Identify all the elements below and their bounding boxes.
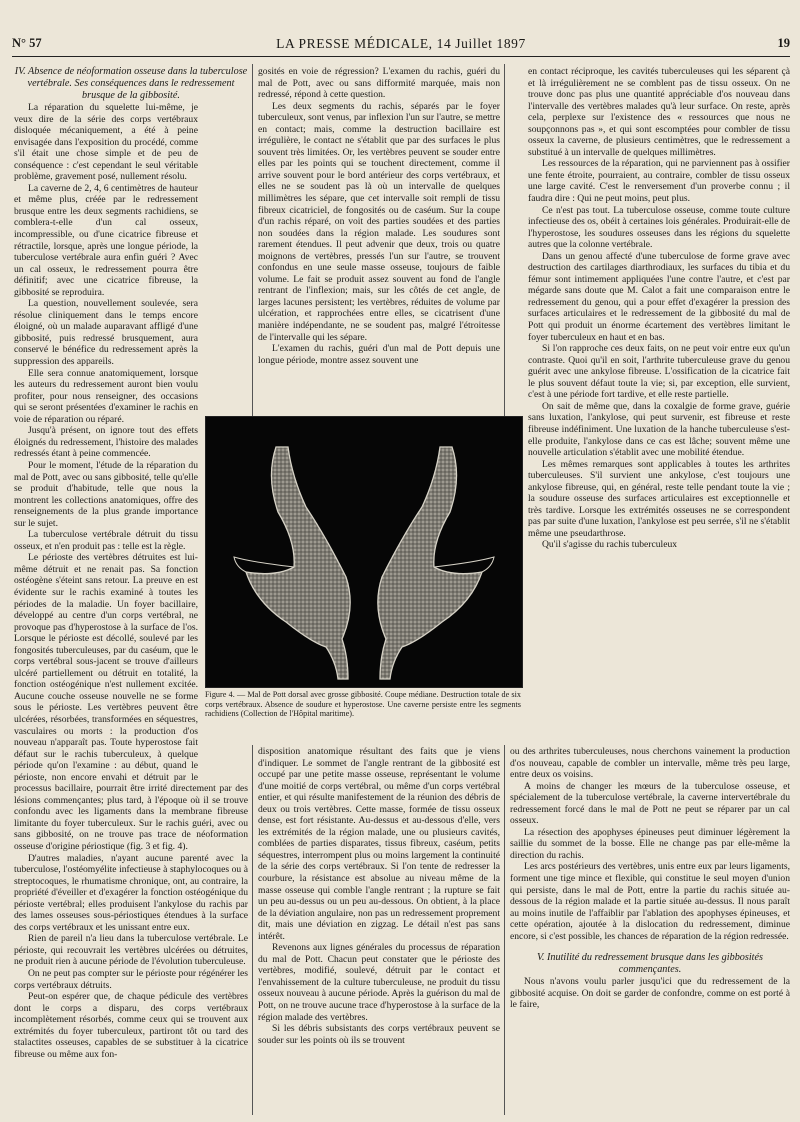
column-rule xyxy=(504,745,505,1115)
spine-illustration xyxy=(206,417,522,687)
section-heading: V. Inutilité du redressement brusque dans les gibbosités commençantes. xyxy=(537,952,763,976)
column-rule xyxy=(252,64,253,416)
paragraph: Si les débris subsistants des corps vertébraux peuvent se souder sur les points où ils se trouvent xyxy=(258,1023,500,1046)
paragraph: Dans un genou affecté d'une tuberculose de forme grave avec destruction des cartilages diarthrodiaux, les surfaces du tibia et du fémur sont intimement appliquées l'une contre l'autre, et c'est par mégarde sans doute que M. Calot a fait une comparaison entre le redressement du genou, qui a pour effet d'exagérer la pression des surfaces articulaires et le redressement de la gibbosité du mal de Pott qui produit un énorme écartement des vertèbres limitant le foyer tuberculeux en haut et en bas. xyxy=(528,250,790,343)
page-number: 19 xyxy=(777,36,790,50)
paragraph: en contact réciproque, les cavités tuberculeuses qui les séparent çà et là irrégulièrement ne se comblent pas de tissu osseux. On ne trouve donc pas plus une quantité appréciable d'os nouveau dans l'intervalle des vertèbres malades qu'à leur surface. On reste, après cela, perplexe sur l'existence des « ressources que nous ne soupçonnons pas », et qui sont escomptées pour combler de tissu osseux la caverne, de plusieurs centimètres, que le redressement a substitué à un intervalle de quelques millimètres. xyxy=(528,66,790,158)
column-3-top xyxy=(510,66,790,741)
paragraph: gosités en voie de régression? L'examen du rachis, guéri du mal de Pott, avec ou sans difformité marquée, mais non redressé, répond à cette question. xyxy=(258,66,500,101)
column-rule xyxy=(252,745,253,1115)
paragraph: Les arcs postérieurs des vertèbres, unis entre eux par leurs ligaments, forment une tige mince et flexible, qui constitue le seul moyen d'union qui persiste, dans le mal de Pott, entre la partie du rachis située au-dessous de la région malade et la partie située au-dessus. Il nous paraît au moins inutile de l'affaiblir par l'ablation des apophyses épineuses, et cette opération, ajoutée à la dislocation du redressement, diminue encore, si c'est possible, les chances de réparation de la région redressée. xyxy=(510,861,790,942)
paragraph: Si l'on rapproche ces deux faits, on ne peut voir entre eux qu'un contraste. Quoi qu'il en soit, l'arthrite tuberculeuse grave du genou guérit avec une ankylose fibreuse. L'ossification de la cicatrice fait le plus souvent défaut toute la vie; si, par exception, elle survient, c'est à une période fort tardive, et elle reste partielle. xyxy=(528,343,790,401)
paragraph: La question, nouvellement soulevée, sera résolue cliniquement dans le temps encore éloigné, où un malade auparavant affligé d'une gibbosité, puis redressé brusquement, aura conservé le bénéfice du redressement après la suppression des appareils. xyxy=(14,298,198,368)
paragraph: Pour le moment, l'étude de la réparation du mal de Pott, avec ou sans gibbosité, telle qu'elle se produit d'habitude, telle que nous la montrent les collections anatomiques, offre des renseignements de la plus grande importance sur le sujet. xyxy=(14,459,198,529)
figure-4 xyxy=(205,416,525,742)
section-heading: IV. Absence de néoformation osseuse dans la tuberculose vertébrale. Ses conséquences dans le redressement brusque de la gibbosité. xyxy=(14,66,248,101)
paragraph: disposition anatomique résultant des faits que je viens d'indiquer. Le sommet de l'angle rentrant de la gibbosité est occupé par une petite masse osseuse, représentant le volume d'une moitié de corps vertébral, ou même d'un corps vertébral entier, et qui résulte manifestement de la réunion des débris de deux ou trois vertèbres. Cette masse, formée de tissu osseux dense, est fort résistante. Au-dessus et au-dessous d'elle, vers les extrémités de la région malade, une ou plusieurs cavités, comblées de parties disparates, tissus fibreux, caséum, petits séquestres, interrompent plus ou moins largement la continuité de la série des corps vertébraux. Si l'on tente de redresser la courbure, la résistance est absolue au niveau même de la masse osseuse qui comble l'angle rentrant ; la rupture se fait un peu au-dessus ou un peu au-dessous. On obtient, à la place de la déviation angulaire, non pas un redressement proprement dit, mais une déviation en zigzag. Le détail n'est pas sans intérêt. xyxy=(258,746,500,942)
paragraph: Nous n'avons voulu parler jusqu'ici que du redressement de la gibbosité acquise. On doit se garder de confondre, comme on est porté à le faire, xyxy=(510,976,790,1011)
paragraph: ou des arthrites tuberculeuses, nous cherchons vainement la production d'os nouveau, capable de combler un intervalle, même très peu large, entre deux os voisins. xyxy=(510,746,790,781)
figure-caption: Figure 4. — Mal de Pott dorsal avec grosse gibbosité. Coupe médiane. Destruction totale de six corps vertébraux. Absence de soudure et hyperostose. Une caverne persiste entre les segments rachidiens (Collection de l'Hôpital maritime). xyxy=(205,690,521,719)
paragraph: Les deux segments du rachis, séparés par le foyer tuberculeux, sont venus, par inflexion l'un sur l'autre, se mettre en contact; mais, comme la destruction bacillaire est irrégulière, le contact ne s'établit que par des surfaces le plus souvent très limitées. Or, les vertèbres peuvent se souder entre elles par les points qui se touchent directement, comme il arrive souvent pour le bord antérieur des corps vertébraux, et elles ne se soudent pas là où un intervalle de quelques millimètres les sépare, que cet intervalle soit rempli de tissu fibreux cicatriciel, de fongosités ou de caséum. Sur la coupe d'un rachis réparé, on voit des parties soudées et des parties non soudées dans la région malade. Les soudures sont rarement étendues. Il peut advenir que deux, trois ou quatre moignons de vertèbres, pressés l'un sur l'autre, se trouvent confondus en une seule masse osseuse, toujours de faible volume. Le fait se produit assez souvent au fond de l'angle rentrant de l'inflexion; mais, sur les côtés de cet angle, de larges lacunes persistent; les vertèbres, réduites de volume par ulcération, et rapprochées entre elles, se cicatrisent d'une manière indépendante, ne se soudent pas, malgré l'étroitesse de l'intervalle qui les sépare. xyxy=(258,100,500,343)
paragraph: Jusqu'à présent, on ignore tout des effets éloignés du redressement, l'histoire des malades redressés étant à peine commencée. xyxy=(14,425,198,460)
paragraph: La caverne de 2, 4, 6 centimètres de hauteur et même plus, créée par le redressement brusque entre les deux segments rachidiens, se comblera-t-elle d'un cal osseux, incompressible, ou d'une cicatrice fibreuse et rétractile, lorsque, après une longue période, la tuberculose vertébrale aura enfin guéri ? Avec un cal osseux, le redressement pourra être définitif; avec une cicatrice fibreuse, la gibbosité se reproduira. xyxy=(14,182,198,298)
paragraph: Peut-on espérer que, de chaque pédicule des vertèbres dont le corps a disparu, des corps vertébraux incomplètement résorbés, comme ceux qui se trouvent aux extrémités du foyer tuberculeux, partiront tôt ou tard des stalactites osseuses, capables de se substituer à la cicatrice fibreuse ou même aux fon- xyxy=(14,991,248,1060)
paragraph: On ne peut pas compter sur le périoste pour régénérer les corps vertébraux détruits. xyxy=(14,968,248,991)
paragraph: Qu'il s'agisse du rachis tuberculeux xyxy=(542,539,678,551)
column-2-bottom xyxy=(258,746,500,1116)
paragraph: L'examen du rachis, guéri d'un mal de Pott depuis une longue période, montre assez souvent une xyxy=(258,343,500,366)
spine-section-photo xyxy=(205,416,523,688)
column-2-top xyxy=(258,66,500,412)
column-3-bottom xyxy=(510,746,790,1116)
paragraph: La tuberculose vertébrale détruit du tissu osseux, et n'en produit pas : telle est la règle. xyxy=(14,529,198,552)
paragraph: Les mêmes remarques sont applicables à toutes les arthrites tuberculeuses. S'il survient une ankylose, c'est toujours une ankylose fibreuse, qui, en général, reste telle pendant toute la vie ; la soudure osseuse des surfaces articulaires est exceptionnelle et très tardive. Lorsque les extrémités osseuses ne se correspondent pas par suite d'une luxation, l'ankylose est peu serrée, s'il ne s'établit même une pseudarthrose. xyxy=(528,458,790,539)
paragraph: On sait de même que, dans la coxalgie de forme grave, guérie sans luxation, l'ankylose, qui peut survenir, est fibreuse et reste fibreuse indéfiniment. Une luxation de la hanche tuberculeuse s'est-elle produite, l'ankylose dans ce cas est lâche; souvent même une nouvelle articulation s'établit avec une mobilité étendue. xyxy=(528,400,790,459)
issue-number: N° 57 xyxy=(12,36,42,50)
paragraph: D'autres maladies, n'ayant aucune parenté avec la tuberculose, l'ostéomyélite infectieuse à staphylocoques ou à streptocoques, le rhumatisme chronique, ont, au contraire, la propriété d'éveiller et d'exagérer la fonction ostéogénique du périoste vertébral; elles produisent l'ankylose du rachis par des lames osseuses sous-périostiques étendues à la surface des corps vertébraux et les unissant entre eux. xyxy=(14,852,248,933)
paragraph: Elle sera connue anatomiquement, lorsque les auteurs du redressement auront bien voulu profiter, pour nous renseigner, des occasions qui se seront présentées d'examiner le rachis en voie de réparation ou réparé. xyxy=(14,367,198,425)
paragraph: Revenons aux lignes générales du processus de réparation du mal de Pott. Chacun peut constater que le périoste des vertèbres, modifié, soulevé, détruit par le contact et l'envahissement de la culture tuberculeuse, ne produit du tissu osseux nouveau à aucune période. Après la guérison du mal de Pott, on ne trouve aucune trace d'hyperostose à la surface de la région malade des vertèbres. xyxy=(258,942,500,1023)
page-header xyxy=(12,36,790,57)
paragraph: Rien de pareil n'a lieu dans la tuberculose vertébrale. Le périoste, qui recouvrait les vertèbres ulcérées ou détruites, ne produit rien à aucune période de l'évolution tuberculeuse. xyxy=(14,933,248,968)
column-rule xyxy=(504,64,505,416)
paragraph: Les ressources de la réparation, qui ne parviennent pas à ossifier une fente étroite, pourraient, au contraire, combler de tissu osseux une large cavité. C'est le renversement d'un proverbe connu ; il faudra dire : Qui ne peut moins, peut plus. xyxy=(528,158,790,205)
paragraph: La réparation du squelette lui-même, je veux dire de la série des corps vertébraux disloquée mécaniquement, a été à peine envisagée dans l'exposition du procédé, comme s'il était une chose simple et de peu de conséquence : c'est cependant le seul véritable problème, gravement posé, nullement résolu. xyxy=(14,102,198,183)
journal-title: LA PRESSE MÉDICALE, 14 Juillet 1897 xyxy=(276,36,526,51)
paragraph: Ce n'est pas tout. La tuberculose osseuse, comme toute culture infectieuse des os, obéit à certaines lois générales. Produirait-elle de l'hyperostose, les soudures osseuses dans les régions du squelette autres que la colonne vertébrale. xyxy=(528,204,790,251)
paragraph: Le périoste des vertèbres détruites est lui-même détruit et ne renait pas. Sa fonction ostéogène s'éteint sans retour. La preuve en est évidente sur le rachis examiné à toutes les périodes de la maladie. Un foyer bacillaire, développé au centre d'un corps vertébral, ne provoque pas d'hyperostose à la surface de l'os. Lorsque le périoste est décollé, soulevé par les fongosités tuberculeuses, par du caséum, que le corps vertébral sous-jacent se trouve d'ailleurs ulcéré partiellement ou détruit en totalité, la fonction ostéogénique n'est nullement excitée. Aucune couche osseuse nouvelle ne se forme sous le périoste. Les vertèbres peuvent être ulcérées, résorbées, transformées en séquestres, vasculaires ou morts : la production d'os nouveau n'apparaît pas. Toute hyperostose fait défaut sur le rachis tuberculeux, à quelque période qu'on l'examine : au début, quand le périoste, non encore envahi et détruit par le processus bacillaire, pourrait être irrité directement par des lésions commençantes; plus tard, à l'époque où il se trouve confondu avec les ligaments dans la membrane fibreuse limitante du foyer tuberculeux. Sur le rachis guéri, avec ou sans gibbosité, on ne trouve pas trace de néoformation osseuse d'origine périostique (fig. 3 et fig. 4). xyxy=(14,552,248,852)
paragraph: La résection des apophyses épineuses peut diminuer légèrement la saillie du sommet de la bosse. Elle ne change pas par elle-même la direction du rachis. xyxy=(510,826,790,861)
paragraph: A moins de changer les mœurs de la tuberculose osseuse, et spécialement de la tuberculose vertébrale, la caverne intervertébrale du redressement forcé dans le mal de Pott ne peut se réparer par un cal osseux. xyxy=(510,780,790,827)
